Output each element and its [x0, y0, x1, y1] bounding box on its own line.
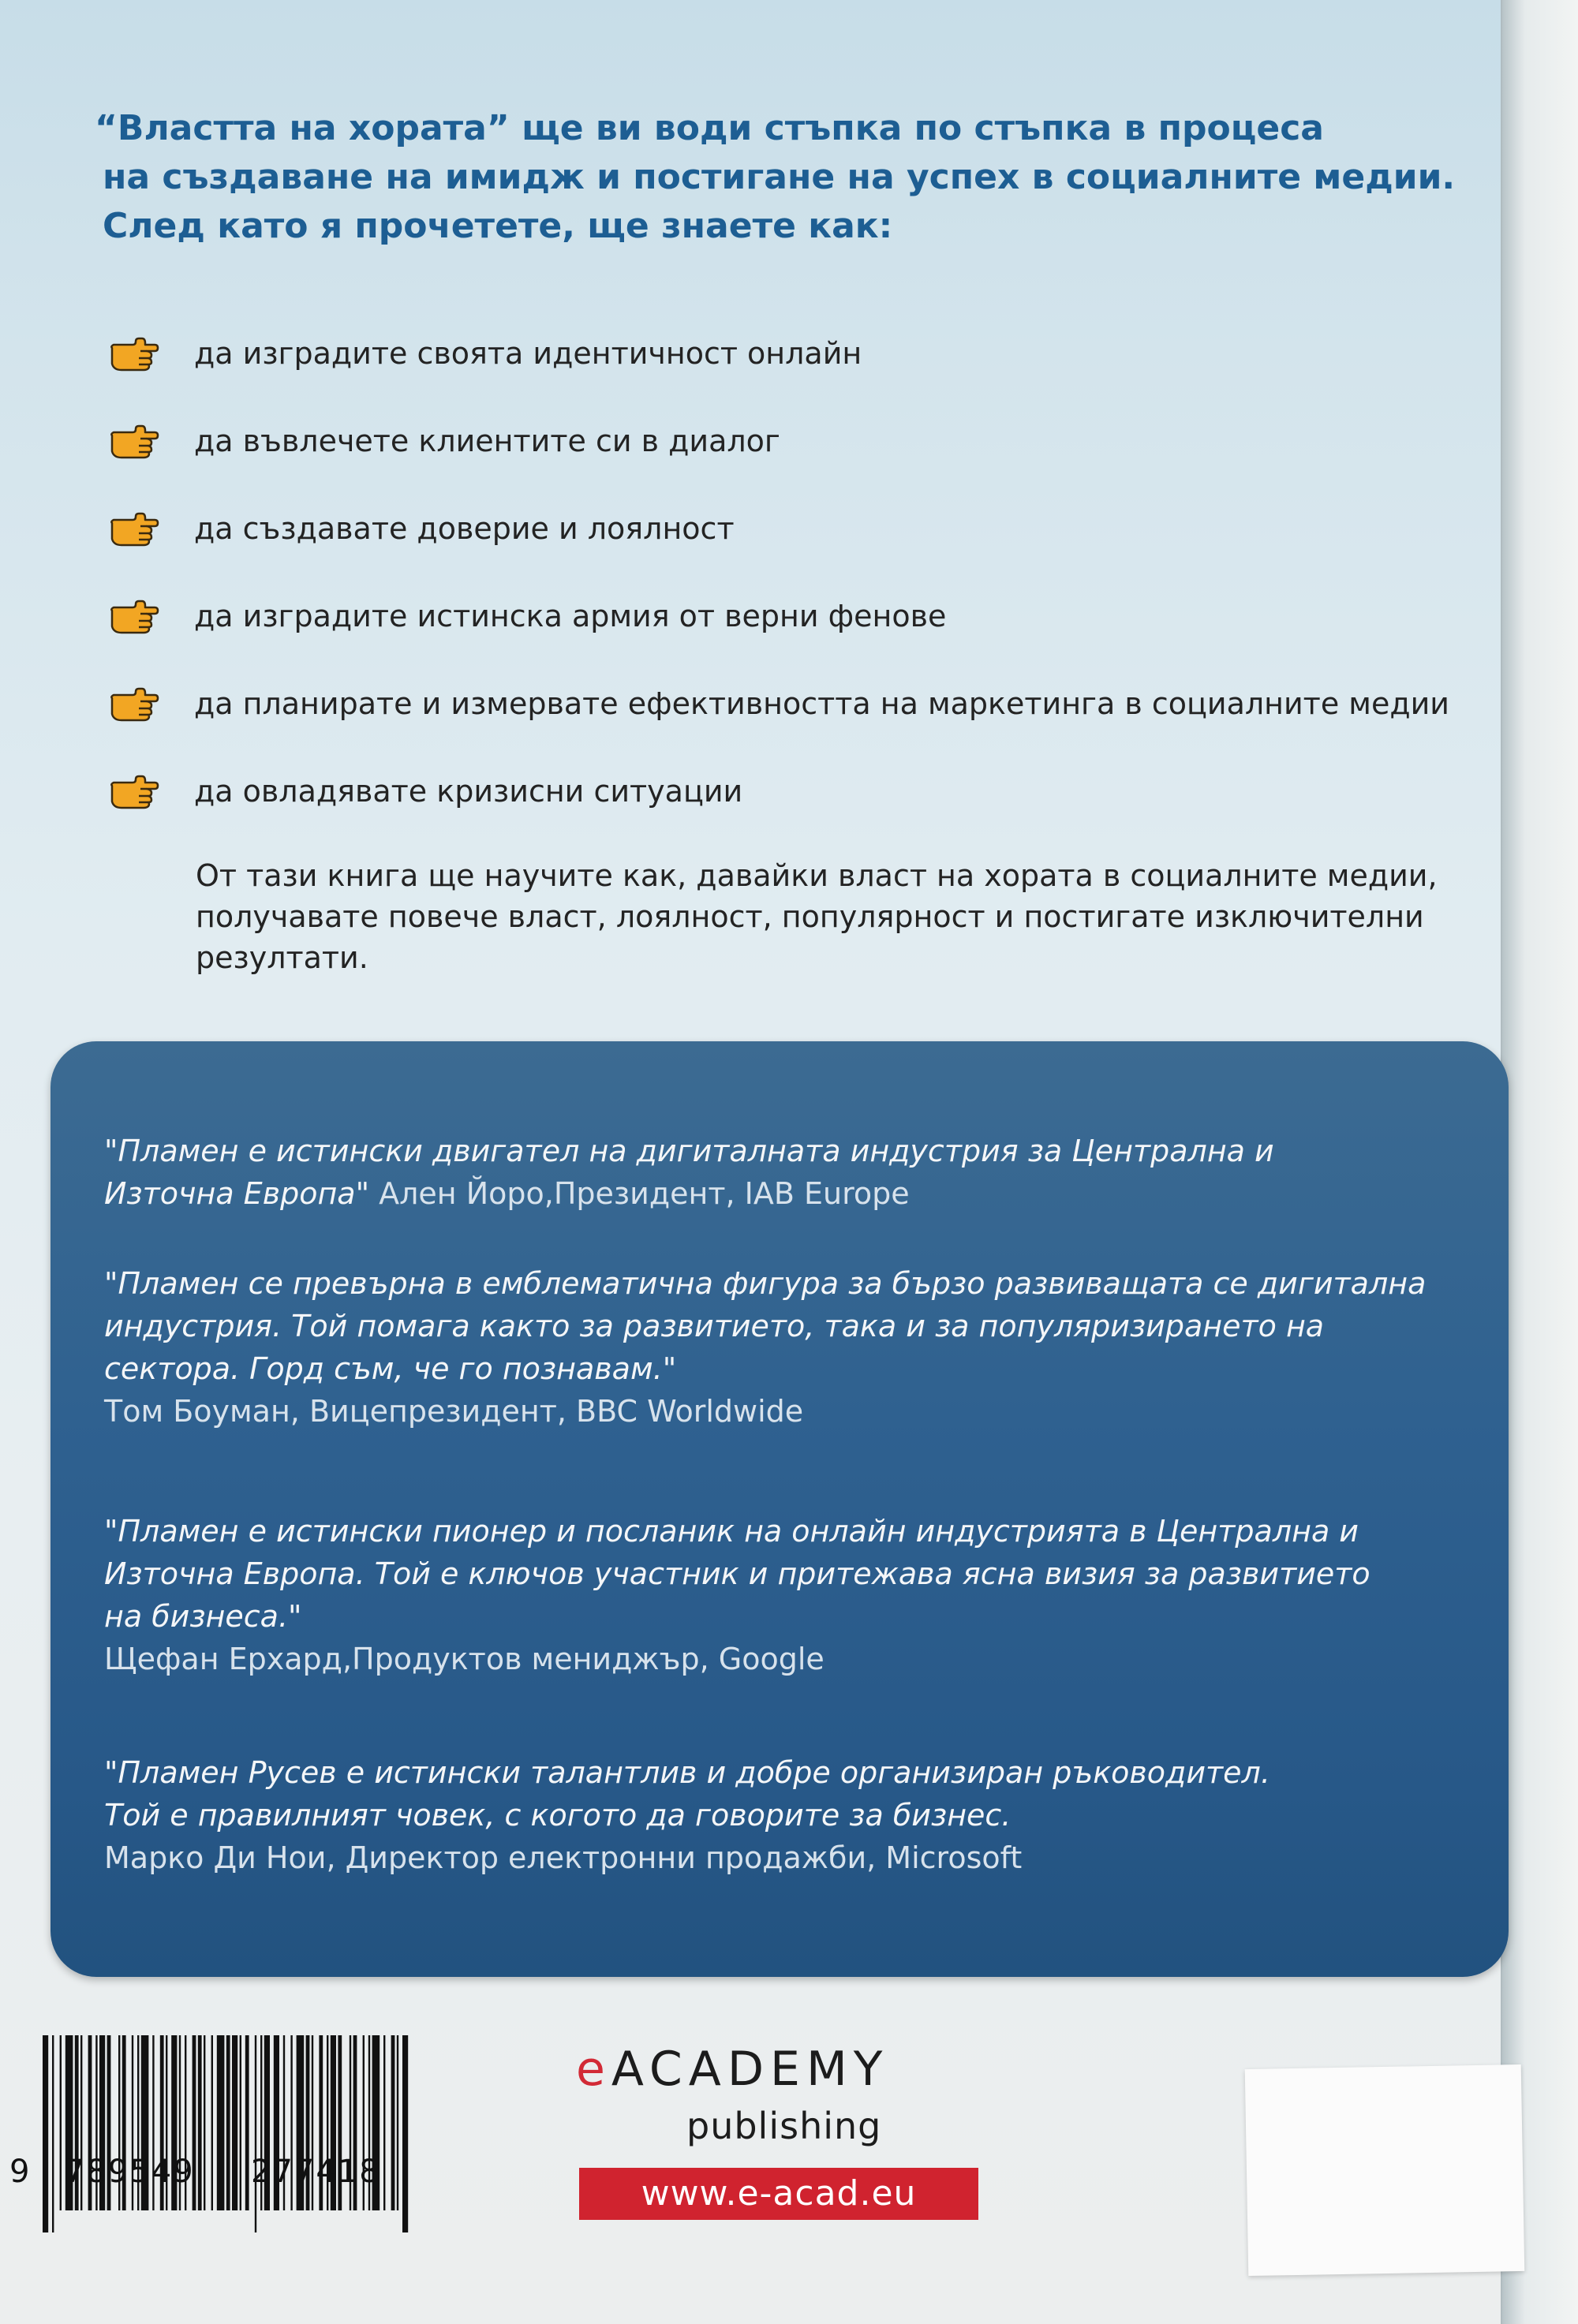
barcode-bar	[383, 2035, 385, 2210]
pointing-hand-icon	[109, 510, 159, 547]
benefit-text: да създавате доверие и лоялност	[194, 510, 735, 546]
barcode-bar	[43, 2035, 48, 2232]
barcode-bar	[232, 2035, 237, 2210]
barcode-bar	[217, 2035, 225, 2210]
barcode-bar	[198, 2035, 202, 2210]
list-item	[109, 309, 1466, 397]
testimonial	[104, 1510, 1477, 1680]
isbn-digit-first: 9	[9, 2154, 32, 2190]
benefit-text: да овладявате кризисни ситуации	[194, 773, 743, 809]
barcode-bar	[397, 2035, 398, 2210]
list-item	[109, 572, 1466, 659]
pointing-hand-icon	[109, 773, 159, 809]
quote-line: "Пламен Русев е истински талантлив и добре организиран ръководител.	[104, 1755, 1270, 1790]
barcode-bar	[402, 2035, 408, 2232]
intro-line: След като я прочетете, ще знаете как:	[103, 206, 893, 246]
quote-line: "Пламен е истински пионер и посланик на онлайн индустрията в Централна и	[104, 1514, 1359, 1549]
quote-attribution: Щефан Ерхард,Продуктов мениджър, Google	[104, 1642, 825, 1676]
testimonial	[104, 1751, 1477, 1879]
benefit-list	[109, 309, 1466, 835]
quote-line-text: Източна Европа"	[104, 1176, 370, 1211]
publisher-subtitle: publishing	[686, 2105, 882, 2147]
testimonial	[104, 1130, 1477, 1215]
quote-attribution: Ален Йоро,Президент, IAB Europe	[369, 1176, 910, 1211]
list-item	[109, 397, 1466, 484]
quote-line: Източна Европа. Той е ключов участник и притежава ясна визия за развитието	[104, 1556, 1370, 1591]
logo-word: ACADEMY	[611, 2042, 889, 2097]
barcode-bar	[211, 2035, 213, 2210]
list-item	[109, 484, 1466, 572]
price-sticker	[1245, 2064, 1525, 2276]
isbn-digits-left: 789549	[65, 2154, 195, 2190]
barcode-bar	[240, 2035, 241, 2210]
intro-line: “Властта на хората” ще ви води стъпка по стъпка в процеса	[95, 108, 1324, 148]
barcode-bar	[255, 2035, 256, 2232]
pointing-hand-icon	[109, 335, 159, 372]
intro-heading	[95, 104, 1456, 251]
list-item	[109, 747, 1466, 835]
logo-e: e	[576, 2042, 611, 2097]
quote-attribution: Том Боуман, Вицепрезидент, BBC Worldwide	[104, 1394, 804, 1429]
quote-line: индустрия. Той помага както за развитието, така и за популяризирането на	[104, 1309, 1325, 1343]
cover-edge	[1501, 0, 1578, 2324]
quote-line: "Пламен е истински двигател на дигиталната индустрия за Централна и	[104, 1134, 1274, 1168]
benefit-text: да изградите истинска армия от верни фенове	[194, 598, 947, 633]
barcode-bar	[204, 2035, 205, 2210]
quote-line	[104, 1172, 1477, 1215]
isbn-barcode	[38, 2035, 409, 2232]
quote-line: "Пламен се превърна в емблематична фигура за бързо развиващата се дигитална	[104, 1266, 1427, 1301]
testimonials-panel	[50, 1041, 1509, 1977]
barcode-bar	[60, 2035, 62, 2210]
benefit-text: да изградите своята идентичност онлайн	[194, 335, 862, 371]
summary-line: От тази книга ще научите как, давайки власт на хората в социалните медии,	[196, 858, 1438, 893]
testimonial	[104, 1262, 1477, 1433]
quote-attribution: Марко Ди Нои, Директор електронни продажби, Microsoft	[104, 1840, 1023, 1875]
publisher-url: www.e-acad.eu	[579, 2168, 978, 2220]
summary-line: резултати.	[196, 940, 368, 975]
list-item	[109, 659, 1466, 747]
barcode-bar	[52, 2035, 54, 2232]
pointing-hand-icon	[109, 598, 159, 634]
quote-line: на бизнеса."	[104, 1599, 302, 1634]
quote-line: Той е правилният човек, с когото да говорите за бизнес.	[104, 1798, 1011, 1833]
intro-line: на създаване на имидж и постигане на успех в социалните медии.	[103, 157, 1456, 197]
benefit-text: да планирате и измервате ефективността на маркетинга в социалните медии	[194, 686, 1449, 721]
publisher-logo-wordmark	[576, 2042, 986, 2097]
pointing-hand-icon	[109, 423, 159, 459]
publisher-logo	[576, 2042, 986, 2214]
quote-line: сектора. Горд съм, че го познавам."	[104, 1351, 677, 1386]
pointing-hand-icon	[109, 686, 159, 722]
barcode-bar	[391, 2035, 395, 2210]
summary-line: получавате повече власт, лоялност, популярност и постигате изключителни	[196, 899, 1424, 934]
barcode-bar	[245, 2035, 249, 2210]
summary-paragraph	[196, 855, 1474, 978]
isbn-digits-right: 277418	[251, 2154, 381, 2190]
benefit-text: да въвлечете клиентите си в диалог	[194, 423, 780, 458]
barcode-bar	[226, 2035, 230, 2210]
